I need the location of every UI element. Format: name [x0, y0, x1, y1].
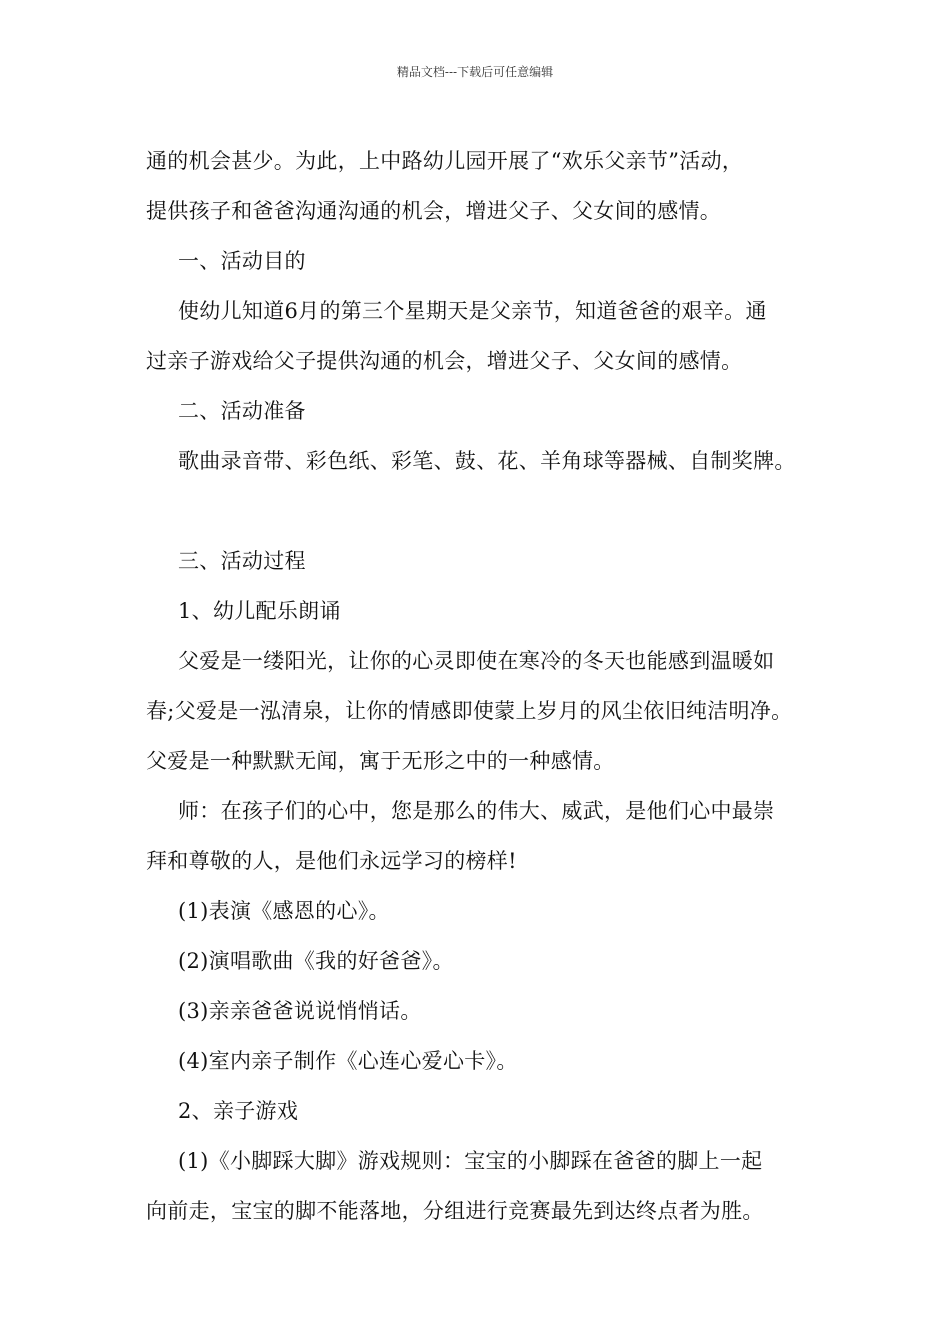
- paragraph-line: 通的机会甚少。为此，上中路幼儿园开展了“欢乐父亲节”活动，: [146, 149, 744, 173]
- paragraph-line: 过亲子游戏给父子提供沟通的机会，增进父子、父女间的感情。: [146, 349, 743, 373]
- section-heading: 三、活动过程: [178, 549, 306, 573]
- paragraph-line: 歌曲录音带、彩色纸、彩笔、鼓、花、羊角球等器械、自制奖牌。: [178, 449, 796, 473]
- paragraph-line: 提供孩子和爸爸沟通沟通的机会，增进父子、父女间的感情。: [146, 199, 722, 223]
- paragraph-line: 父爱是一种默默无闻，寓于无形之中的一种感情。: [146, 749, 615, 773]
- page-header: 精品文档---下载后可任意编辑: [396, 65, 554, 79]
- blank-line: [146, 486, 818, 536]
- paragraph-line: 春;父爱是一泓清泉，让你的情感即使蒙上岁月的风尘依旧纯洁明净。: [146, 699, 793, 723]
- paragraph-line: 向前走，宝宝的脚不能落地，分组进行竞赛最先到达终点者为胜。: [146, 1199, 764, 1223]
- section-heading: 二、活动准备: [178, 399, 306, 423]
- list-item: (1)表演《感恩的心》。: [178, 899, 390, 923]
- subsection-heading: 2、亲子游戏: [178, 1099, 299, 1123]
- document-body: [146, 136, 818, 1236]
- paragraph-line: 师：在孩子们的心中，您是那么的伟大、威武，是他们心中最崇: [178, 799, 775, 823]
- section-heading: 一、活动目的: [178, 249, 306, 273]
- paragraph-line: 父爱是一缕阳光，让你的心灵即使在寒冷的冬天也能感到温暖如: [178, 649, 775, 673]
- list-item: (3)亲亲爸爸说说悄悄话。: [178, 999, 422, 1023]
- list-item: (2)演唱歌曲《我的好爸爸》。: [178, 949, 454, 973]
- paragraph-line: 使幼儿知道6月的第三个星期天是父亲节，知道爸爸的艰辛。通: [178, 299, 767, 323]
- list-item: (4)室内亲子制作《心连心爱心卡》。: [178, 1049, 518, 1073]
- list-item: (1)《小脚踩大脚》游戏规则：宝宝的小脚踩在爸爸的脚上一起: [178, 1149, 763, 1173]
- paragraph-line: 拜和尊敬的人，是他们永远学习的榜样!: [146, 849, 517, 873]
- subsection-heading: 1、幼儿配乐朗诵: [178, 599, 341, 623]
